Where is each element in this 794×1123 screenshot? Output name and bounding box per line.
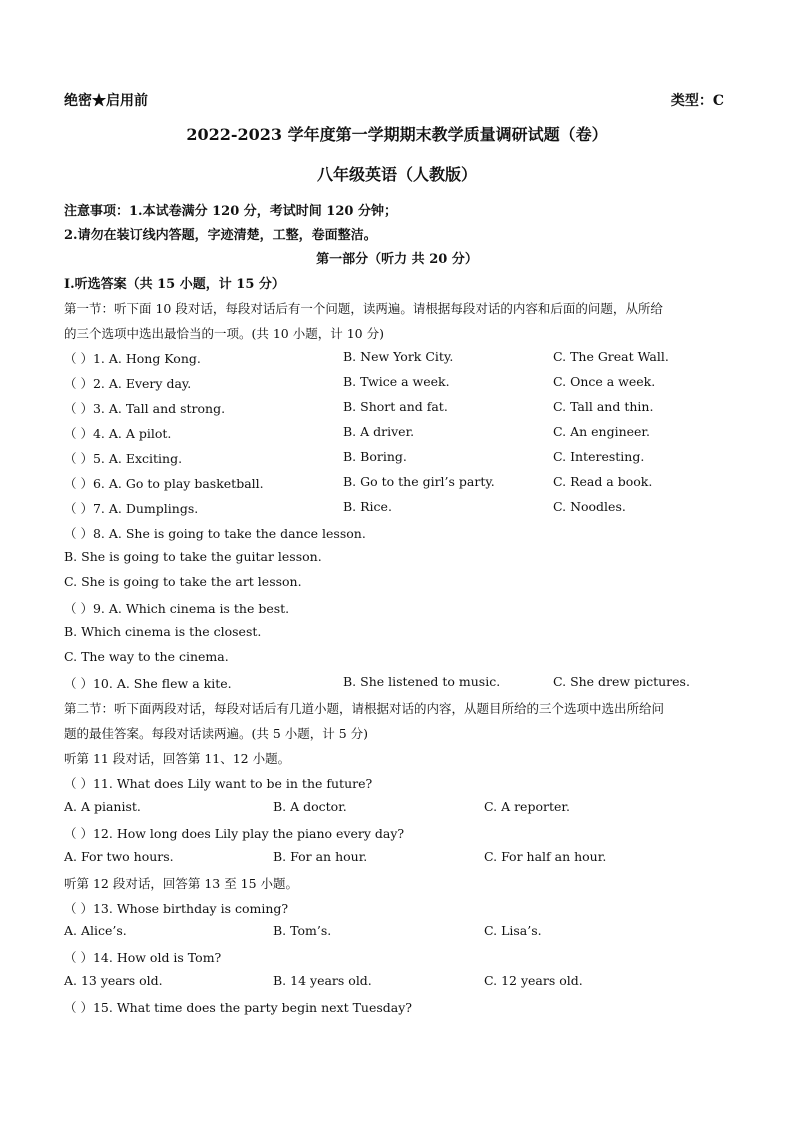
exam-title: 2022-2023 学年度第一学期期末教学质量调研试题（卷） [186, 125, 608, 144]
q7-stem: （ ）7. A. Dumplings. [64, 501, 199, 516]
q11-option-a: A. A pianist. [64, 799, 141, 814]
q9-option-b-row [64, 624, 736, 642]
q6-option-c: C. Read a book. [553, 474, 653, 489]
question-3 [64, 399, 736, 417]
q6-option-b: B. Go to the girl’s party. [343, 474, 495, 489]
notes-line-1: 注意事项：1.本试卷满分 120 分，考试时间 120 分钟； [64, 204, 397, 219]
header-row [64, 90, 730, 110]
q12-option-b: B. For an hour. [273, 849, 368, 864]
q13-option-b: B. Tom’s. [273, 923, 332, 938]
question-15 [64, 998, 736, 1016]
question-2 [64, 374, 736, 392]
q11-stem: （ ）11. What does Lily want to be in the future? [64, 776, 373, 791]
question-4 [64, 424, 736, 442]
dialogue-11-intro: 听第 11 段对话，回答第 11、12 小题。 [64, 751, 291, 766]
q14-option-a: A. 13 years old. [64, 973, 163, 988]
q8-stem: （ ）8. A. She is going to take the dance lesson. [64, 526, 366, 541]
s1-intro-2: 的三个选项中选出最恰当的一项。(共 10 小题，计 10 分) [64, 326, 384, 341]
q10-option-c: C. She drew pictures. [553, 674, 690, 689]
question-6 [64, 474, 736, 492]
s2-intro-1: 第二节：听下面两段对话，每段对话后有几道小题，请根据对话的内容，从题目所给的三个选项中选出所给问 [64, 701, 665, 716]
section1-title: Ⅰ.听选答案（共 15 小题，计 15 分） [64, 277, 285, 292]
s1-intro-1: 第一节：听下面 10 段对话，每段对话后有一个问题，读两遍。请根据每段对话的内容和后面的问题，从所给 [64, 301, 663, 316]
secret-label: 绝密★启用前 [64, 93, 148, 109]
question-12 [64, 824, 736, 842]
q1-stem: （ ）1. A. Hong Kong. [64, 351, 201, 366]
q14-stem: （ ）14. How old is Tom? [64, 950, 222, 965]
q3-option-c: C. Tall and thin. [553, 399, 654, 414]
q10-stem: （ ）10. A. She flew a kite. [64, 676, 232, 691]
q8-option-b-row [64, 549, 736, 567]
dialogue-12-intro: 听第 12 段对话，回答第 13 至 15 小题。 [64, 876, 299, 891]
question-10 [64, 674, 736, 692]
q14-option-b: B. 14 years old. [273, 973, 372, 988]
question-5 [64, 449, 736, 467]
q13-options [64, 923, 736, 941]
notes-line-2: 2.请勿在装订线内答题，字迹清楚，工整，卷面整洁。 [64, 228, 377, 243]
q3-option-b: B. Short and fat. [343, 399, 448, 414]
question-8 [64, 524, 736, 542]
question-1 [64, 349, 736, 367]
s2-intro-2: 题的最佳答案。每段对话读两遍。(共 5 小题，计 5 分) [64, 726, 369, 741]
exam-subtitle: 八年级英语（人教版） [316, 165, 477, 184]
q14-options [64, 973, 736, 991]
q4-stem: （ ）4. A. A pilot. [64, 426, 172, 441]
q12-option-a: A. For two hours. [64, 849, 174, 864]
question-7 [64, 499, 736, 517]
q13-option-a: A. Alice’s. [64, 923, 127, 938]
q13-stem: （ ）13. Whose birthday is coming? [64, 901, 289, 916]
part1-title: 第一部分（听力 共 20 分） [316, 252, 478, 267]
q7-option-c: C. Noodles. [553, 499, 626, 514]
q2-option-b: B. Twice a week. [343, 374, 450, 389]
q9-option-b: B. Which cinema is the closest. [64, 624, 262, 639]
q9-option-c-row [64, 649, 736, 667]
q11-option-c: C. A reporter. [484, 799, 570, 814]
q8-option-c: C. She is going to take the art lesson. [64, 574, 302, 589]
question-14 [64, 948, 736, 966]
q7-option-b: B. Rice. [343, 499, 392, 514]
question-9 [64, 599, 736, 617]
q5-stem: （ ）5. A. Exciting. [64, 451, 183, 466]
q15-stem: （ ）15. What time does the party begin next Tuesday? [64, 1000, 412, 1015]
q11-options [64, 799, 736, 817]
question-13 [64, 899, 736, 917]
q5-option-c: C. Interesting. [553, 449, 645, 464]
q12-options [64, 849, 736, 867]
q8-option-b: B. She is going to take the guitar lesson. [64, 549, 322, 564]
q3-stem: （ ）3. A. Tall and strong. [64, 401, 226, 416]
q10-option-b: B. She listened to music. [343, 674, 501, 689]
q4-option-b: B. A driver. [343, 424, 415, 439]
q1-option-c: C. The Great Wall. [553, 349, 669, 364]
q8-option-c-row [64, 574, 736, 592]
question-11 [64, 774, 736, 792]
q9-stem: （ ）9. A. Which cinema is the best. [64, 601, 290, 616]
q2-option-c: C. Once a week. [553, 374, 656, 389]
q13-option-c: C. Lisa’s. [484, 923, 542, 938]
q11-option-b: B. A doctor. [273, 799, 347, 814]
q12-stem: （ ）12. How long does Lily play the piano every day? [64, 826, 405, 841]
q6-stem: （ ）6. A. Go to play basketball. [64, 476, 264, 491]
q5-option-b: B. Boring. [343, 449, 407, 464]
q4-option-c: C. An engineer. [553, 424, 650, 439]
q14-option-c: C. 12 years old. [484, 973, 583, 988]
q9-option-c: C. The way to the cinema. [64, 649, 229, 664]
q12-option-c: C. For half an hour. [484, 849, 607, 864]
q2-stem: （ ）2. A. Every day. [64, 376, 192, 391]
type-label: 类型：C [670, 93, 724, 109]
q1-option-b: B. New York City. [343, 349, 454, 364]
